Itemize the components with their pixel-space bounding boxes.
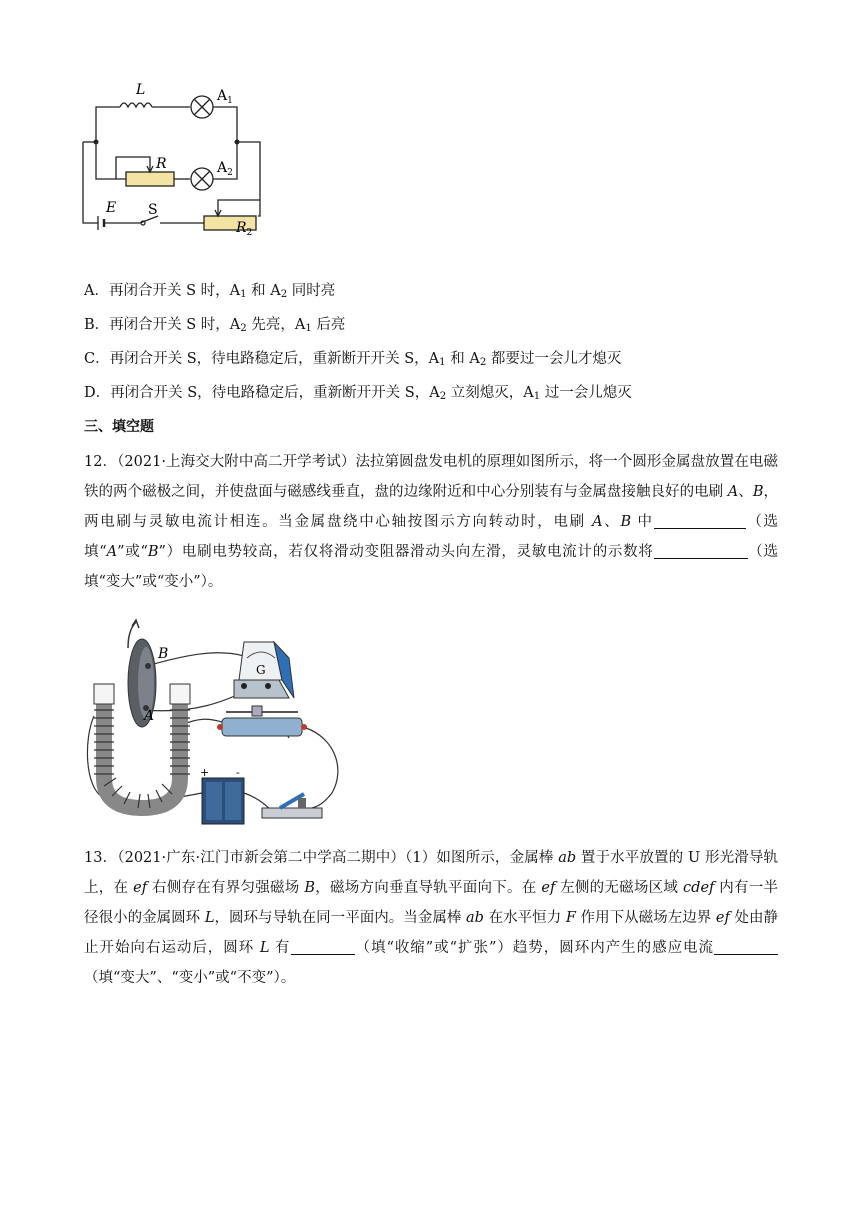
- label-A1: $A_1$: [217, 88, 233, 106]
- section-title: 三、填空题: [84, 419, 154, 435]
- knife-switch: [262, 794, 322, 818]
- label-E: E: [106, 200, 117, 216]
- faraday-disk-figure: [84, 618, 346, 830]
- rheostat: [217, 706, 307, 736]
- label-R2: $R_2$: [236, 220, 253, 238]
- answer-blank-2[interactable]: [654, 542, 748, 559]
- label-minus: -: [236, 766, 240, 779]
- label-A: A: [144, 708, 155, 724]
- label-L: L: [136, 82, 146, 98]
- question-12: 12．（2021·上海交大附中高二开学考试）法拉第圆盘发电机的原理如图所示，将一个圆形金属盘放置在电磁铁的两个磁极之间，并使盘面与磁感线垂直，盘的边缘附近和中心分别装有与金属盘接触良好的电刷 A、B，两电刷与灵敏电流计相连。当金属盘绕中心轴按图示方向转动时，电刷 A、B 中 （选填“A”或“B”）电刷电势较高，若仅将滑动变阻器滑动头向左滑，灵敏电流计的示数将 （选填“变大”或“变小”）。: [84, 454, 779, 590]
- option-d: D．再闭合开关 S，待电路稳定后，重新断开开关 S，$A_2$ 立刻熄灭，$A_1$ 过一会儿熄灭: [84, 385, 632, 402]
- label-A2: $A_2$: [217, 160, 233, 178]
- answer-blank-1[interactable]: [654, 512, 746, 529]
- label-S: S: [148, 202, 158, 218]
- answer-blank-3[interactable]: [291, 938, 355, 955]
- question-13: 13．（2021·广东·江门市新会第二中学高二期中）（1）如图所示，金属棒 ab 置于水平放置的 U 形光滑导轨上，在 ef 右侧存在有界匀强磁场 B，磁场方向垂直导轨平面向下。在 ef 左侧的无磁场区域 cdef 内有一半径很小的金属圆环 L，圆环与导轨在同一平面内。当金属棒 ab 在水平恒力 F 作用下从磁场左边界 ef 处由静止开始向右运动后，圆环 L 有 （填“收缩”或“扩张”）趋势，圆环内产生的感应电流（填“变大”、“变小”或“不变”）。: [84, 850, 779, 986]
- circuit-diagram: [78, 80, 278, 240]
- label-R: R: [156, 156, 167, 172]
- option-b: B．再闭合开关 S 时，$A_2$ 先亮，$A_1$ 后亮: [84, 317, 346, 334]
- option-a: A．再闭合开关 S 时，$A_1$ 和 $A_2$ 同时亮: [84, 283, 336, 300]
- option-c: C．再闭合开关 S，待电路稳定后，重新断开开关 S，$A_1$ 和 $A_2$ 都要过一会儿才熄灭: [84, 351, 622, 368]
- label-plus: +: [200, 766, 210, 779]
- label-G: G: [256, 663, 266, 677]
- label-B: B: [158, 646, 169, 662]
- battery: [200, 766, 244, 824]
- answer-blank-4[interactable]: [714, 938, 778, 955]
- galvanometer: [234, 642, 294, 698]
